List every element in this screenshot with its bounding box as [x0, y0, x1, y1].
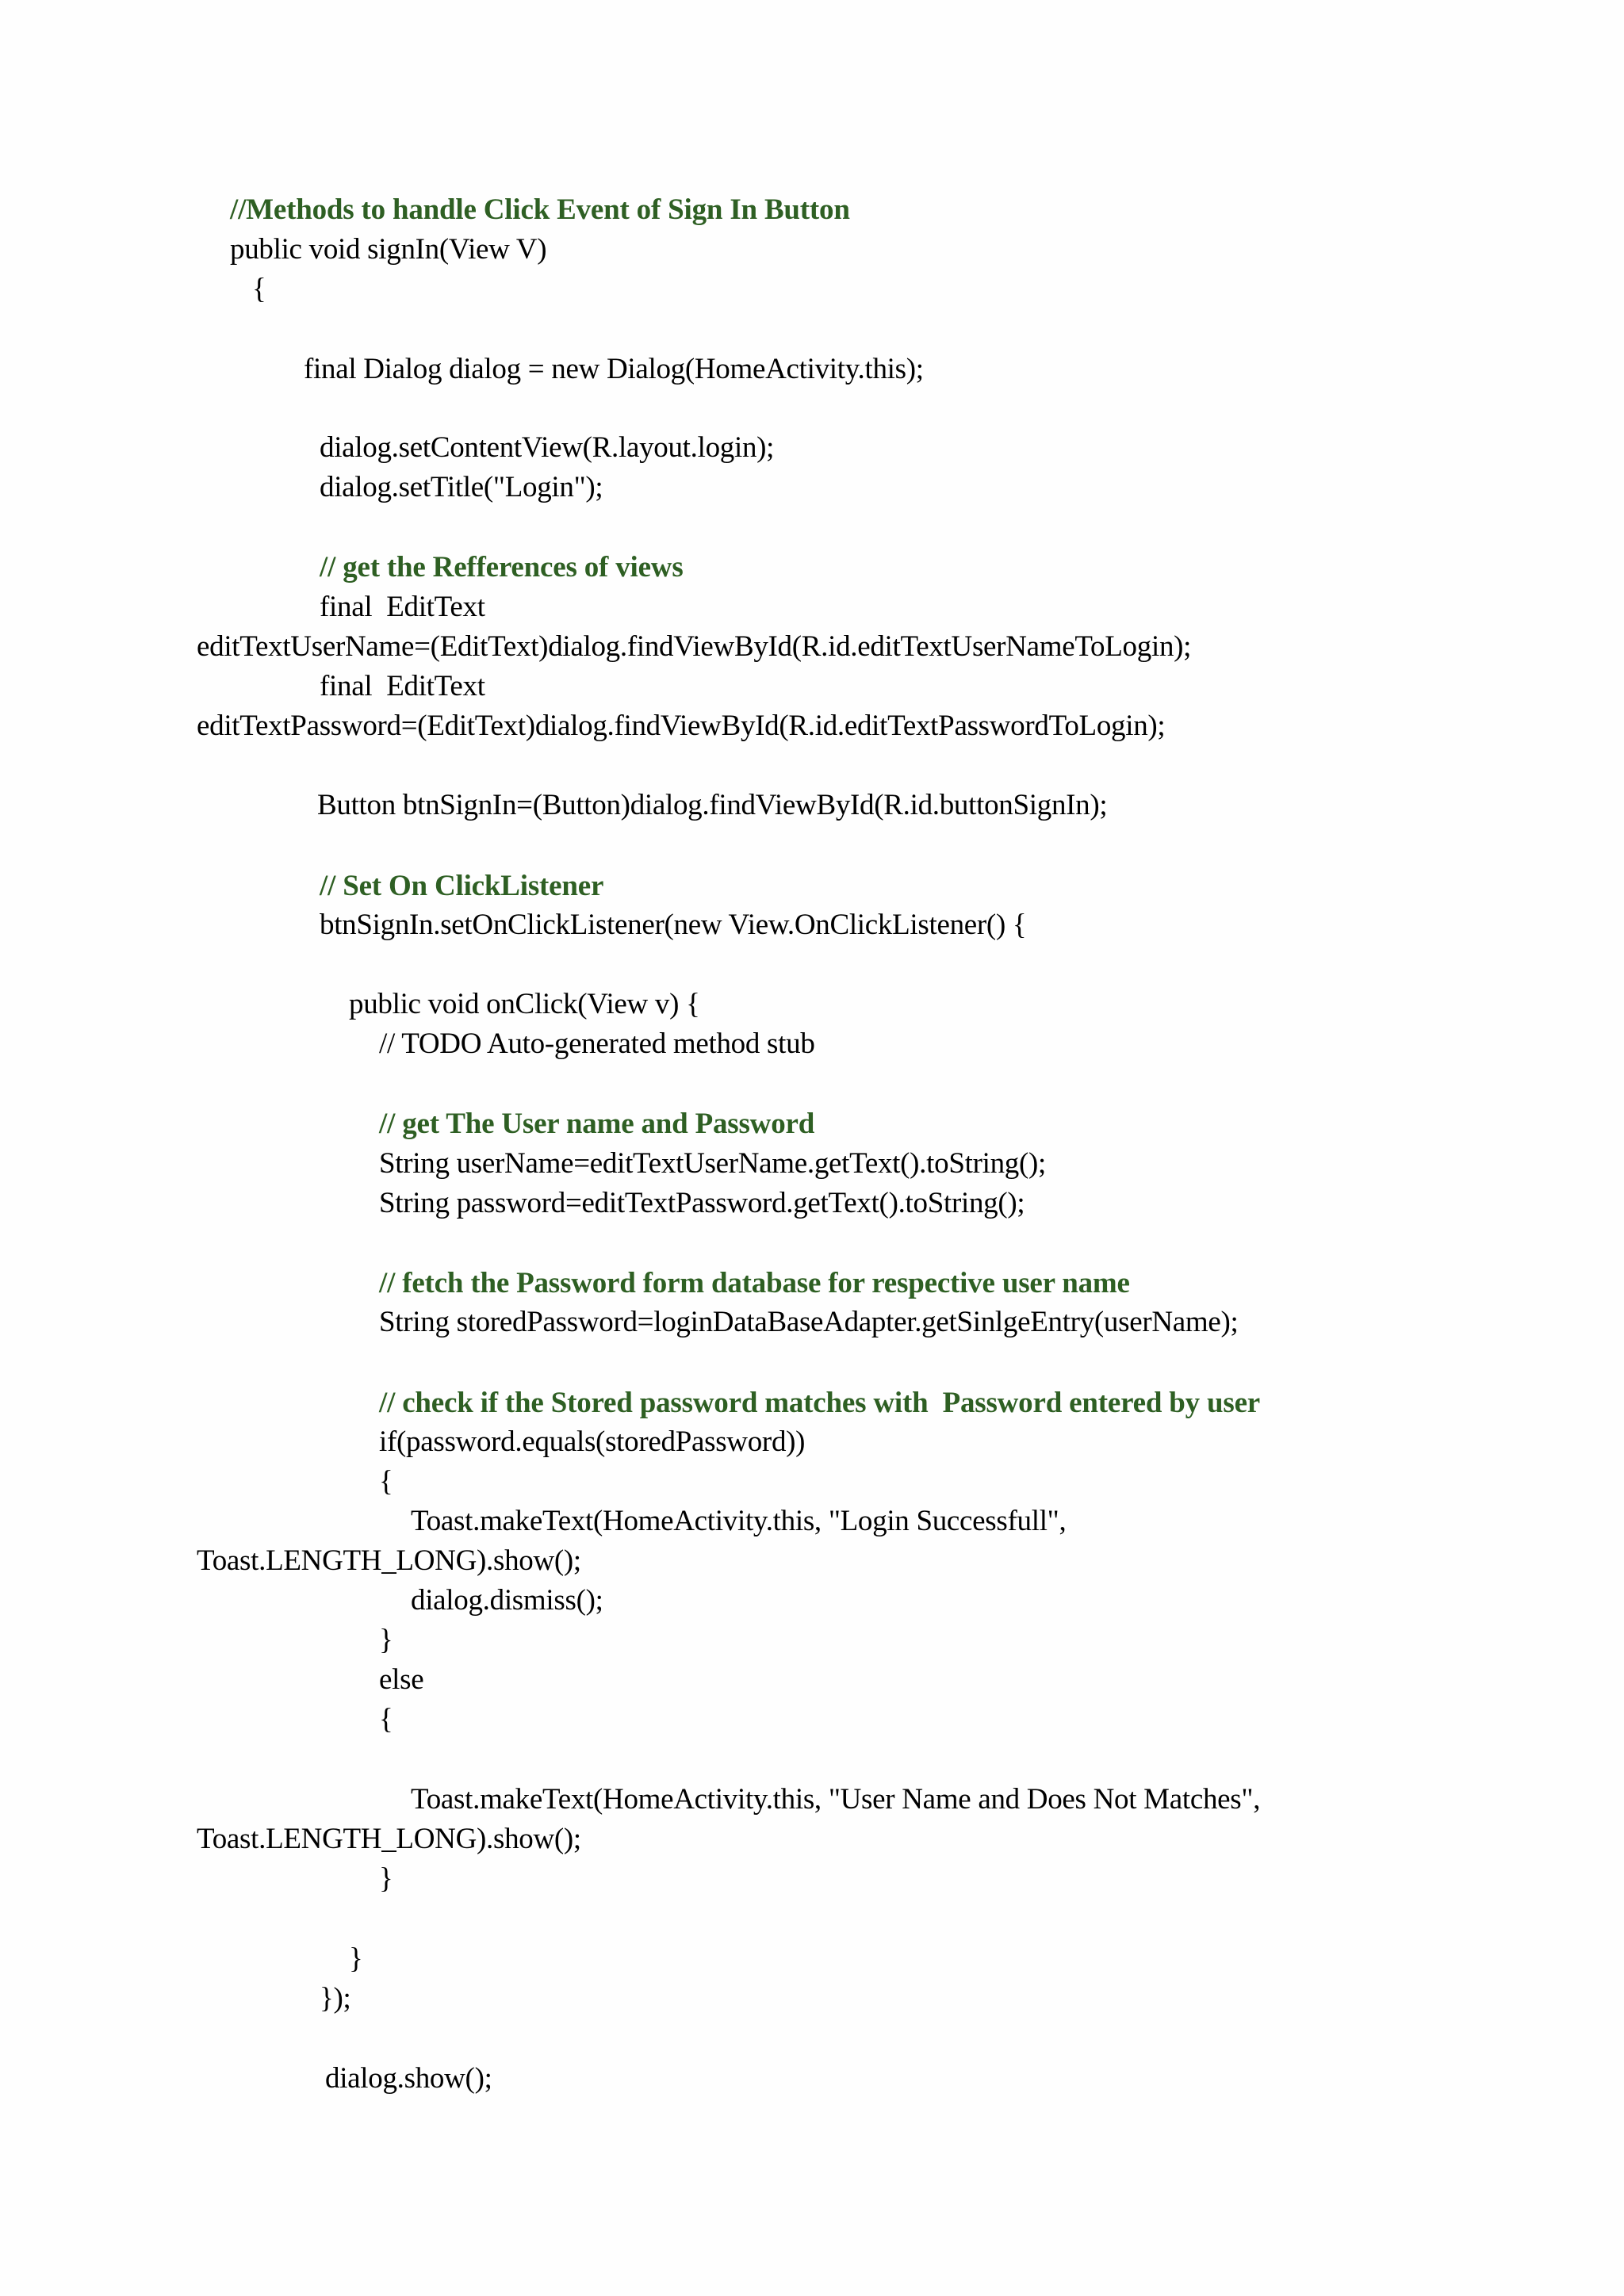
code-line: final EditText — [320, 670, 485, 702]
comment-line: //Methods to handle Click Event of Sign In Button — [230, 193, 850, 226]
code-line: } — [379, 1624, 393, 1656]
code-line: }); — [320, 1982, 351, 2015]
code-line: { — [379, 1465, 393, 1498]
code-line: dialog.setContentView(R.layout.login); — [320, 431, 775, 464]
code-line: editTextPassword=(EditText)dialog.findViewById(R.id.editTextPasswordToLogin); — [197, 710, 1166, 742]
code-line: dialog.dismiss(); — [411, 1584, 603, 1617]
comment-line: // Set On ClickListener — [320, 870, 604, 902]
code-line: { — [252, 273, 266, 305]
code-line: { — [379, 1703, 393, 1735]
code-line: if(password.equals(storedPassword)) — [379, 1425, 806, 1458]
code-line: Toast.makeText(HomeActivity.this, "User Name and Does Not Matches", — [411, 1783, 1261, 1816]
code-line: } — [379, 1862, 393, 1895]
comment-line: // get the Refferences of views — [320, 551, 684, 584]
code-line: Toast.makeText(HomeActivity.this, "Login Successfull", — [411, 1505, 1067, 1537]
code-line: dialog.show(); — [325, 2062, 492, 2095]
code-line: Toast.LENGTH_LONG).show(); — [197, 1823, 581, 1855]
code-line: btnSignIn.setOnClickListener(new View.OnClickListener() { — [320, 909, 1027, 941]
code-line: else — [379, 1663, 424, 1696]
code-line: } — [349, 1942, 363, 1975]
code-line: final Dialog dialog = new Dialog(HomeActivity.this); — [304, 353, 924, 385]
code-line: Toast.LENGTH_LONG).show(); — [197, 1544, 581, 1577]
code-line: public void onClick(View v) { — [349, 988, 700, 1020]
code-line: editTextUserName=(EditText)dialog.findViewById(R.id.editTextUserNameToLogin); — [197, 630, 1192, 663]
code-line: Button btnSignIn=(Button)dialog.findViewById(R.id.buttonSignIn); — [317, 789, 1108, 821]
comment-line: // fetch the Password form database for respective user name — [379, 1267, 1130, 1299]
code-line: String userName=editTextUserName.getText().toString(); — [379, 1147, 1046, 1180]
code-line: public void signIn(View V) — [230, 233, 547, 266]
comment-line: // get The User name and Password — [379, 1108, 815, 1140]
code-line: String password=editTextPassword.getText().toString(); — [379, 1187, 1025, 1219]
code-line: dialog.setTitle("Login"); — [320, 471, 603, 503]
code-line: // TODO Auto-generated method stub — [379, 1027, 815, 1060]
code-line: final EditText — [320, 591, 485, 623]
comment-line: // check if the Stored password matches with Password entered by user — [379, 1387, 1261, 1419]
code-line: String storedPassword=loginDataBaseAdapter.getSinlgeEntry(userName); — [379, 1306, 1239, 1338]
